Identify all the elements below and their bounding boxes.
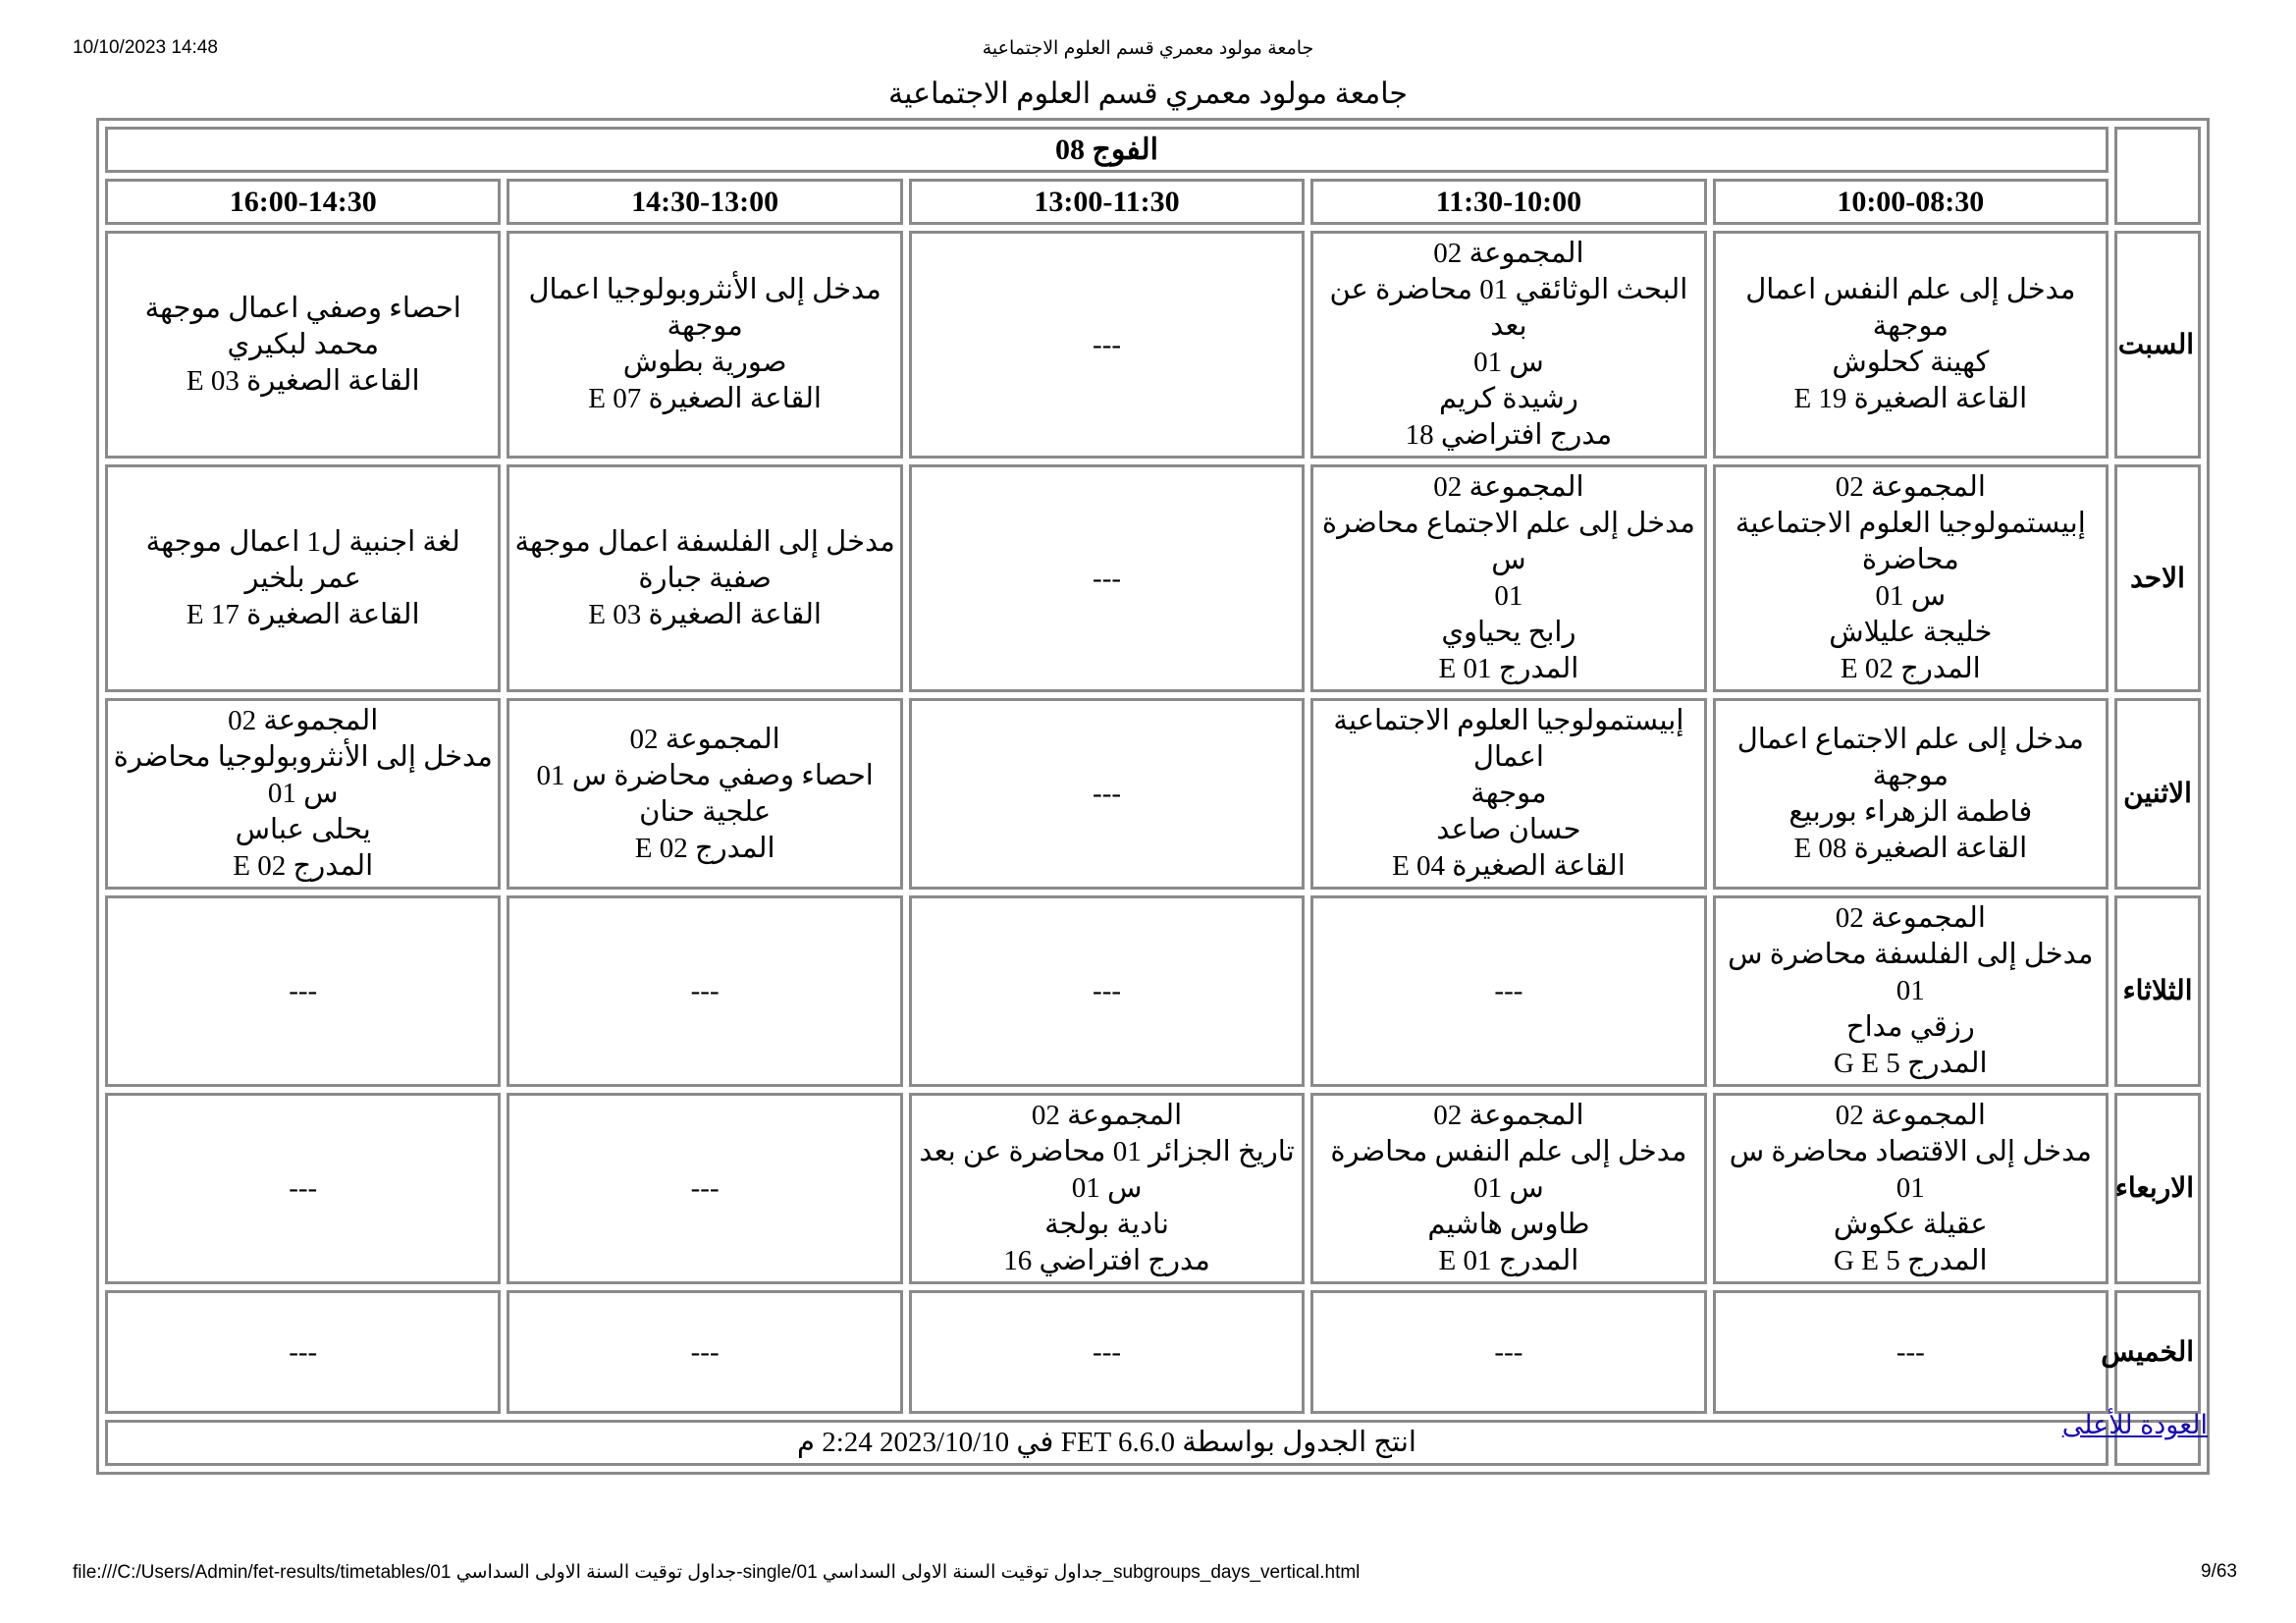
cell-line: المدرج 01 E: [1438, 1245, 1579, 1276]
timetable-cell: [909, 698, 1305, 890]
cell-line: مدخل إلى علم الاجتماع اعمال موجهة: [1736, 723, 2084, 791]
group-title: الفوج 08: [105, 127, 2109, 173]
time-slot-header: 13:00-11:30: [909, 179, 1305, 225]
cell-line: القاعة الصغيرة 08 E: [1793, 832, 2028, 864]
timetable-cell: [507, 1290, 902, 1414]
print-page-number: 9/63: [2201, 1561, 2237, 1582]
timetable-cell: [105, 1290, 501, 1414]
cell-line: ---: [289, 975, 318, 1006]
day-row: [105, 698, 2201, 890]
timetable-cell: [105, 895, 501, 1087]
cell-line: س 01: [1071, 1172, 1143, 1204]
cell-line: مدرج افتراضي 16: [1003, 1245, 1210, 1276]
timetable-cell: [1310, 1093, 1706, 1284]
print-file-path: file:///C:/Users/Admin/fet-results/timetables/01 جداول توقيت السنة الاولى السداسي-single/01 جداول توقيت السنة الاولى السداسي_subgroups_days_vertical.html: [73, 1562, 1361, 1583]
cell-line: طاوس هاشيم: [1427, 1209, 1590, 1240]
day-label: الاربعاء: [2114, 1093, 2201, 1284]
timetable-cell: [105, 464, 501, 692]
corner-cell: [2114, 127, 2201, 225]
cell-line: المدرج 5 G E: [1834, 1048, 1988, 1079]
timetable-cell: [909, 895, 1305, 1087]
day-row: [105, 231, 2201, 459]
cell-line: مدخل إلى الأنثروبولوجيا اعمال: [528, 274, 881, 305]
cell-line: ---: [1093, 562, 1122, 594]
back-to-top-link[interactable]: العودة للأعلى: [2061, 1410, 2208, 1439]
cell-line: مدخل إلى الفلسفة اعمال موجهة: [514, 525, 895, 558]
timetable-cell: [1713, 895, 2109, 1087]
timetable-cell: [909, 1290, 1305, 1414]
time-slot-header: 11:30-10:00: [1310, 179, 1706, 225]
cell-line: رابح يحياوي: [1441, 617, 1576, 648]
cell-line: ---: [1494, 975, 1523, 1006]
timetable-cell: [909, 464, 1305, 692]
cell-line: المدرج 02 E: [634, 832, 775, 864]
cell-line: المدرج 5 G E: [1834, 1245, 1988, 1276]
timetable-cell: [1713, 1290, 2109, 1414]
day-label: الخميس: [2114, 1290, 2201, 1414]
cell-line: س 01: [267, 778, 339, 809]
cell-line: يحلى عباس: [235, 814, 371, 845]
time-slot-header: 14:30-13:00: [507, 179, 902, 225]
print-page-title: جامعة مولود معمري قسم العلوم الاجتماعية: [982, 38, 1314, 59]
cell-line: المجموعة 02: [629, 723, 780, 755]
cell-line: المدرج 02 E: [233, 850, 374, 882]
timetable-cell: [1713, 698, 2109, 890]
cell-line: ---: [289, 1172, 318, 1204]
cell-line: مدخل إلى الأنثروبولوجيا محاضرة: [113, 741, 493, 773]
cell-line: احصاء وصفي اعمال موجهة: [144, 292, 461, 324]
cell-line: القاعة الصغيرة 17 E: [186, 598, 420, 630]
timetable: [96, 118, 2210, 1475]
cell-line: مدخل إلى الاقتصاد محاضرة س 01: [1729, 1136, 2092, 1204]
cell-line: المجموعة 02: [1835, 471, 1986, 503]
timetable-cell: [1713, 1093, 2109, 1284]
timetable-cell: [1310, 231, 1706, 459]
cell-line: ---: [690, 975, 720, 1006]
cell-line: لغة اجنبية ل1 اعمال موجهة: [145, 525, 460, 558]
timetable-cell: [105, 1093, 501, 1284]
cell-line: القاعة الصغيرة 07 E: [588, 383, 822, 414]
cell-line: محمد لبكيري: [227, 328, 379, 360]
cell-line: رزقي مداح: [1845, 1011, 1975, 1043]
timetable-cell: [507, 464, 902, 692]
cell-line: فاطمة الزهراء بوربيع: [1789, 795, 2033, 828]
day-label: الاحد: [2114, 464, 2201, 692]
cell-line: ---: [1494, 1335, 1523, 1368]
cell-line: إبيستمولوجيا العلوم الاجتماعية محاضرة: [1735, 508, 2086, 575]
day-row: [105, 1093, 2201, 1284]
cell-line: صفية جبارة: [638, 562, 772, 594]
timetable-cell: [1713, 464, 2109, 692]
cell-line: المدرج 01 E: [1438, 653, 1579, 684]
cell-line: موجهة: [1470, 778, 1547, 809]
cell-line: المجموعة 02: [1031, 1100, 1183, 1131]
day-label: السبت: [2114, 231, 2201, 459]
group-title-row: [105, 127, 2201, 173]
day-row: [105, 1290, 2201, 1414]
cell-line: المجموعة 02: [1433, 1100, 1584, 1131]
timetable-cell: [1310, 464, 1706, 692]
timetable-cell: [1713, 231, 2109, 459]
cell-line: س 01: [1875, 580, 1947, 612]
day-row: [105, 464, 2201, 692]
timetable-cell: [909, 1093, 1305, 1284]
footer-note-row: [105, 1420, 2201, 1466]
day-label: الاثنين: [2114, 698, 2201, 890]
cell-line: حسان صاعد: [1436, 814, 1581, 845]
cell-line: نادية بولجة: [1044, 1209, 1169, 1240]
time-slot-row: [105, 179, 2201, 225]
cell-line: رشيدة كريم: [1438, 383, 1578, 414]
time-slot-header: 16:00-14:30: [105, 179, 501, 225]
timetable-cell: [105, 231, 501, 459]
cell-line: المجموعة 02: [228, 705, 379, 736]
cell-line: صورية بطوش: [622, 347, 787, 378]
cell-line: عقيلة عكوش: [1833, 1209, 1988, 1240]
timetable-cell: [507, 895, 902, 1087]
cell-line: ---: [1093, 778, 1122, 809]
cell-line: خليجة عليلاش: [1829, 617, 1993, 648]
cell-line: القاعة الصغيرة 03 E: [588, 598, 822, 630]
day-label: الثلاثاء: [2114, 895, 2201, 1087]
cell-line: البحث الوثائقي 01 محاضرة عن بعد: [1329, 274, 1688, 342]
cell-line: المدرج 02 E: [1840, 653, 1981, 684]
cell-line: مدخل إلى علم النفس اعمال موجهة: [1745, 274, 2076, 342]
generated-by-note: انتج الجدول بواسطة FET 6.6.0 في 2023/10/10 2:24 م: [105, 1420, 2109, 1466]
timetable-cell: [507, 1093, 902, 1284]
cell-line: احصاء وصفي محاضرة س 01: [536, 759, 874, 791]
timetable-cell: [507, 231, 902, 459]
cell-line: ---: [1093, 975, 1122, 1006]
cell-line: القاعة الصغيرة 04 E: [1392, 850, 1626, 882]
cell-line: المجموعة 02: [1433, 471, 1584, 503]
day-row: [105, 895, 2201, 1087]
cell-line: المجموعة 02: [1835, 902, 1986, 934]
time-slot-header: 10:00-08:30: [1713, 179, 2109, 225]
timetable-cell: [909, 231, 1305, 459]
cell-line: موجهة: [667, 310, 743, 342]
cell-line: مدرج افتراضي 18: [1405, 419, 1613, 451]
cell-line: إبيستمولوجيا العلوم الاجتماعية اعمال: [1333, 705, 1684, 773]
timetable-cell: [1310, 698, 1706, 890]
cell-line: 01: [1494, 580, 1523, 612]
cell-line: مدخل إلى الفلسفة محاضرة س 01: [1728, 939, 2094, 1006]
cell-line: ---: [1896, 1335, 1925, 1368]
cell-line: ---: [1093, 328, 1122, 360]
cell-line: المجموعة 02: [1433, 238, 1584, 269]
cell-line: مدخل إلى علم الاجتماع محاضرة س: [1321, 508, 1695, 575]
timetable-cell: [507, 698, 902, 890]
timetable-cell: [1310, 1290, 1706, 1414]
cell-line: عمر بلخير: [244, 562, 361, 594]
cell-line: تاريخ الجزائر 01 محاضرة عن بعد: [919, 1136, 1295, 1167]
cell-line: القاعة الصغيرة 19 E: [1793, 383, 2028, 414]
cell-line: علجية حنان: [639, 795, 772, 828]
cell-line: القاعة الصغيرة 03 E: [186, 364, 420, 397]
cell-line: ---: [1093, 1335, 1122, 1368]
cell-line: ---: [690, 1172, 720, 1204]
cell-line: ---: [690, 1335, 720, 1368]
cell-line: ---: [289, 1335, 318, 1368]
document-title: جامعة مولود معمري قسم العلوم الاجتماعية: [888, 78, 1408, 110]
cell-line: كهينة كحلوش: [1832, 347, 1990, 378]
print-datetime: 10/10/2023 14:48: [73, 37, 218, 58]
cell-line: س 01: [1473, 347, 1544, 378]
cell-line: المجموعة 02: [1835, 1100, 1986, 1131]
timetable-cell: [1310, 895, 1706, 1087]
cell-line: مدخل إلى علم النفس محاضرة س 01: [1330, 1136, 1687, 1204]
timetable-cell: [105, 698, 501, 890]
